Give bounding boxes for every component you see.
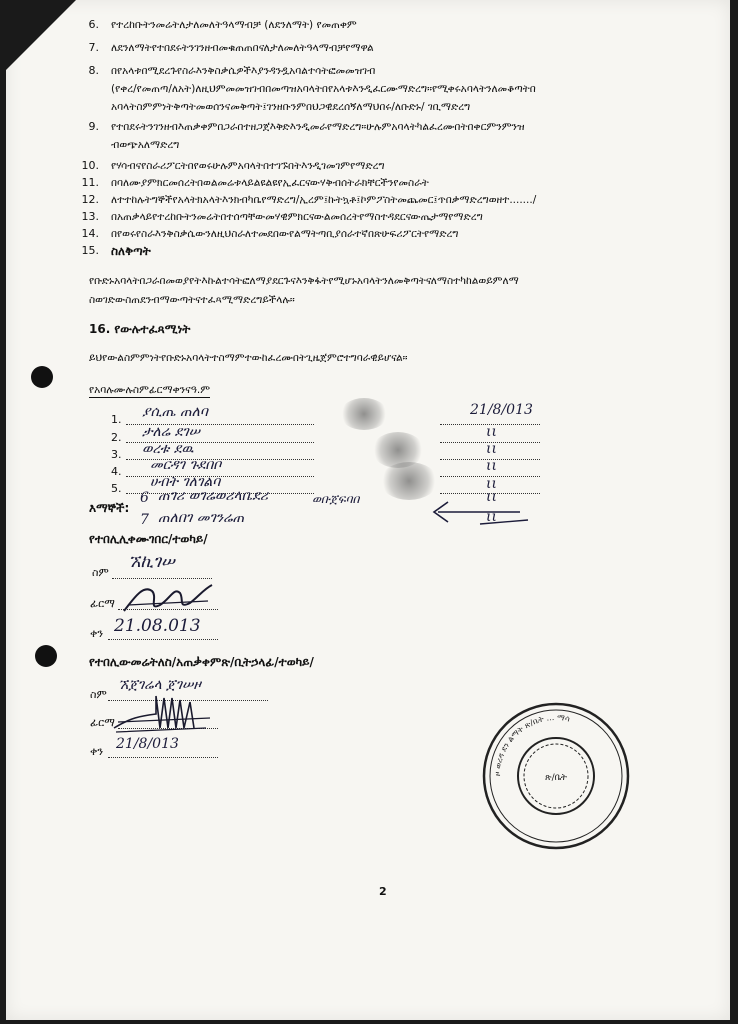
member-date: ιι <box>486 458 497 474</box>
svg-text:ዞ ወረዳ ደን ልማት ጽ/ቤት ... ማሳ <box>493 713 571 776</box>
list-number: 7. <box>88 41 99 54</box>
receiver-signature <box>110 688 220 738</box>
receiver-date-line <box>108 757 218 758</box>
member-number: 2. <box>111 431 122 444</box>
member-name: ሀብት ገለገልባ <box>150 474 221 490</box>
list-number: 6. <box>88 18 99 31</box>
list-item-text: ለተተከሉትግኞችየአላትክአላትእንክብካቤየማድረግ/ኢረም፤ኩትኳቶ፤ኮምፖስትመጨመር፤ጥበቃማድረግወዘተ......./ <box>111 194 537 206</box>
receiver-sign-label: ፊርማ <box>90 716 115 729</box>
stamp-center-text: ጽ/ቤት <box>545 773 567 783</box>
list-number: 9. <box>88 120 99 133</box>
member-name: ወረቱ ደዉ <box>142 441 194 457</box>
list-number: 12. <box>81 193 99 206</box>
penalty-paragraph-line: ስወገድውስጠደንብማውጣትናተፈጻሚማድረግይችላሉ። <box>89 294 295 306</box>
punch-hole-top <box>31 366 53 388</box>
list-number: 11. <box>81 176 99 189</box>
list-number: 14. <box>81 227 99 240</box>
handover-date-label: ቀን <box>90 627 104 640</box>
receiver-name-label: ስም <box>90 688 107 701</box>
handover-date-line <box>108 639 218 640</box>
member-date: 21/8/013 <box>470 402 533 418</box>
page-number: 2 <box>379 885 387 898</box>
handover-name-label: ስም <box>92 566 109 579</box>
list-item-text: (የቀረ/የመጠጣ/ለአት)ለዚህምመመዝገብበመጣዝአባላትበየአላቱእንዲፈርሙማድረግ።የሚቀሩአባላትንለመቆጣትበ <box>111 83 536 95</box>
list-item-text: የተረከቡትንመሬትለታለመለትዓላማብቻ (ለደንለማት) የመጠቀም <box>111 19 357 31</box>
list-item-text: ብወጭአለማድረግ <box>111 139 180 151</box>
receiver-date-label: ቀን <box>90 745 104 758</box>
witness-number: 7 <box>140 512 149 528</box>
receiver-date: 21/8/013 <box>116 736 179 752</box>
member-number: 1. <box>111 413 122 426</box>
handover-signature <box>118 575 218 620</box>
witness-date: ιι <box>486 489 497 505</box>
receiver-name: ኧጀገሬላ ጀገሠዞ <box>118 677 201 693</box>
list-item-text: ለደንለማትየተበደሩትንገንዘብመቁጠጠበናለታለመለትዓላማብቻየማዋል <box>111 42 374 54</box>
list-item-text: ስለቅጣት <box>111 244 151 258</box>
witnesses-label: እማኞች: <box>89 501 130 515</box>
witness-date: ιι <box>486 509 497 525</box>
list-number: 13. <box>81 210 99 223</box>
official-stamp <box>478 698 634 854</box>
list-item-text: በአጠቃላይየተረከቡትንመሬትበተሰጣቸውመሃዊምክርናውልመሰረትየማስተዳደርናውጤታማየማድረግ <box>111 211 483 223</box>
handover-date: 21.08.013 <box>114 616 201 636</box>
witness-arrow-scribble <box>420 490 530 530</box>
list-item-text: በባለሙያምክርመሰረትበወልመሬቱላይልዩልዩየኢፈርናውሃቅብሰትራክቸርችንየመስራት <box>111 177 429 189</box>
punch-hole-bottom <box>35 645 57 667</box>
member-name: መርዳገ ጉደበቦ <box>150 457 222 473</box>
list-number: 10. <box>81 159 99 172</box>
list-item-text: በየወሩየስራእንቅስቃሴውንለዚህስራለተመደበውየልማትጣቢያሰራተኛበጽሁፍሪፖርትየማድረግ <box>111 228 459 240</box>
witness-name: ጠገሪ ወገሬወሪላቤደሪ <box>158 488 269 504</box>
member-name: ታለሬ ደገሠ <box>142 424 200 440</box>
section-16-title: 16. የውሉተፈጻሚነት <box>89 322 191 336</box>
list-number: 8. <box>88 64 99 77</box>
witness-extra: ወቡጀፍባበ <box>312 492 360 506</box>
list-item-text: በየአላቱበሚደረጉየስራእንቅስቃሴዎችእያንዳንዷአባልተሳትፎመመዝገብ <box>111 65 376 77</box>
receiver-title: የተበሊውመሬትለስ/አጠቃቀምጽ/ቢትኃላፊ/ተወካይ/ <box>89 655 314 669</box>
list-item-text: አባላትስምምነትቅጣትመወሰንናመቅጣት፤ገንዘቡንምበህጋዊደረሰኝለማህበሩ/ለቡድኑ/ ገቢማድረግ <box>111 101 471 113</box>
handover-name: ኧኪገሠ <box>128 552 175 572</box>
member-number: 3. <box>111 448 122 461</box>
list-item-text: የሃሳብናየስራሪፖርትበየወሩሁሉምአባላትበተገኙበትእንዲገመገምየማድረግ <box>111 160 385 172</box>
member-number: 5. <box>111 482 122 495</box>
witness-name: ጠለበገ መገንሬጠ <box>158 510 245 526</box>
handover-sign-label: ፊርማ <box>90 597 115 610</box>
member-number: 4. <box>111 465 122 478</box>
list-number: 15. <box>81 244 99 257</box>
penalty-paragraph-line: የቡድኑአባላትበጋራበመወያየትእኩልተሳትፎለማያደርጉናእንቅፋትየሚሆኑአባላትንለመቅጣትናለማስተካከልወይምለማ <box>89 275 519 287</box>
fingerprint-mark <box>340 398 388 430</box>
member-date: ιι <box>486 441 497 457</box>
member-name: ያሲጤ ጠለባ <box>142 404 208 420</box>
witness-number: 6 <box>140 490 149 506</box>
page-corner-fold <box>6 0 76 70</box>
members-header: የአባሉሙሉስምፊርማቀንናዓ.ም <box>89 384 211 396</box>
list-item-text: የተበደሩትንገንዘብእጠቃቀምበጋራበተዘጋጀእቅድእንዲመራየማድረግ።ሁሉምአባላትካልፈረሙበትበቀርምንምንዝ <box>111 121 525 133</box>
member-date: ιι <box>486 476 497 492</box>
handover-title: የተበሊሊቀሙገበር/ተወካይ/ <box>89 532 208 546</box>
stamp-ring-text: ዞ ወረዳ ደን ልማት ጽ/ቤት ... ማሳ <box>492 712 571 777</box>
section-16-text: ይህየውልስምምነትየቡድኑአባላትተስማምተውከፈረሙበትጊዜጀምሮተግባራዊይሆናል። <box>89 352 408 364</box>
member-date: ιι <box>486 424 497 440</box>
